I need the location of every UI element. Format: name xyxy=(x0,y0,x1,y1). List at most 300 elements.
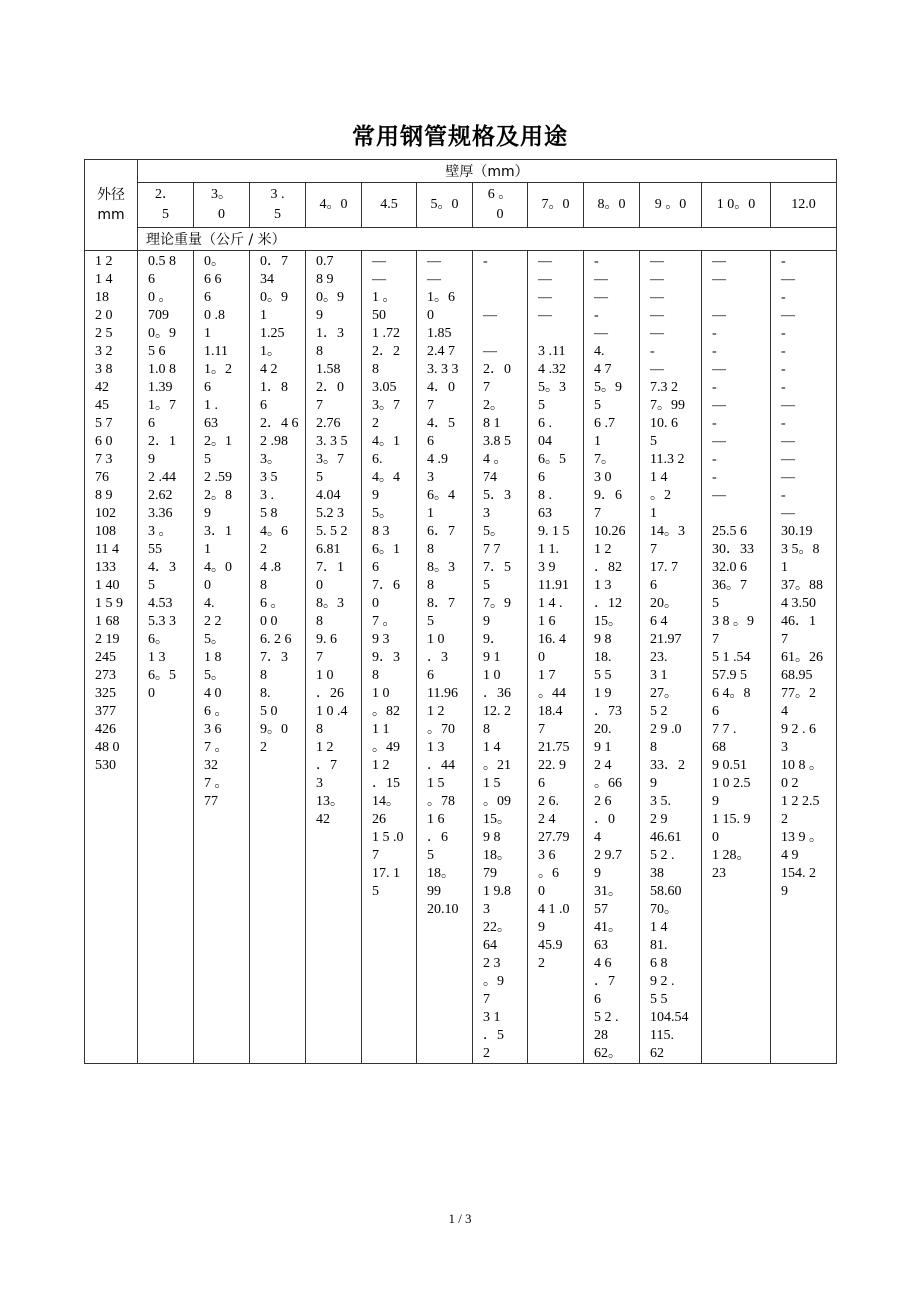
weight-value: 61。26 xyxy=(781,650,823,665)
weight-column xyxy=(306,251,362,1064)
weight-value: 9 1 xyxy=(483,650,501,665)
weight-value: 8．7 xyxy=(427,596,455,611)
weight-value: 20.10 xyxy=(427,902,459,917)
weight-value: 2 .44 xyxy=(148,470,176,485)
weight-value: 7 xyxy=(781,632,788,647)
weight-value: 9 8 xyxy=(594,632,612,647)
weight-value: 68 xyxy=(712,740,726,755)
weight-value: - xyxy=(712,470,717,485)
outer-diameter-value: 42 xyxy=(95,380,109,395)
weight-value: 37。88 xyxy=(781,578,823,593)
outer-diameter-value: 2 0 xyxy=(95,308,113,323)
weight-value: 4。1 xyxy=(372,434,400,449)
weight-value: 。2 xyxy=(650,488,671,503)
weight-value: - xyxy=(781,488,786,503)
weight-column xyxy=(702,251,771,1064)
weight-value: 7 xyxy=(483,992,490,1007)
weight-value: 6 6 xyxy=(204,272,222,287)
weight-value: 1 0 xyxy=(316,668,334,683)
weight-value: 1 5 xyxy=(483,776,501,791)
weight-value: 9 0.51 xyxy=(712,758,747,773)
weight-value: 1 3 xyxy=(427,740,445,755)
weight-value: 30．33 xyxy=(712,542,754,557)
weight-value: 。9 xyxy=(483,974,504,989)
weight-value: - xyxy=(781,416,786,431)
outer-diameter-value: 1 40 xyxy=(95,578,120,593)
weight-value: 。66 xyxy=(594,776,622,791)
weight-value: 7。9 xyxy=(483,596,511,611)
weight-value: - xyxy=(594,308,599,323)
weight-value: 1.58 xyxy=(316,362,341,377)
weight-value: — xyxy=(712,434,726,449)
weight-column xyxy=(473,251,528,1064)
weight-value: 10.26 xyxy=(594,524,626,539)
weight-value: 28 xyxy=(594,1028,608,1043)
weight-value: 1 3 xyxy=(594,578,612,593)
weight-value: 8 xyxy=(260,668,267,683)
weight-value: 63 xyxy=(594,938,608,953)
outer-diameter-value: 133 xyxy=(95,560,116,575)
outer-diameter-value: 377 xyxy=(95,704,116,719)
weight-values xyxy=(473,251,527,1063)
weight-value: 46．1 xyxy=(781,614,816,629)
weight-value: 9．3 xyxy=(372,650,400,665)
wall-thickness-value: 3 . xyxy=(270,187,285,202)
weight-value: ．36 xyxy=(483,686,511,701)
weight-value: 5 1 .54 xyxy=(712,650,751,665)
weight-value: 9 xyxy=(316,308,323,323)
weight-value: 6. xyxy=(372,452,383,467)
weight-value: 62。 xyxy=(594,1046,622,1061)
weight-value: — xyxy=(538,254,552,269)
weight-value: 9 2 . xyxy=(650,974,675,989)
weight-value: 0。9 xyxy=(316,290,344,305)
weight-value: 9 xyxy=(483,614,490,629)
outer-diameter-unit: mm xyxy=(97,207,125,223)
outer-diameter-label: 外径 xyxy=(97,187,125,203)
weight-value: 1 7 xyxy=(538,668,556,683)
wall-thickness-header: 壁厚（mm） xyxy=(138,160,837,183)
weight-value: 31。 xyxy=(594,884,622,899)
weight-value: 0 2 xyxy=(781,776,799,791)
weight-value: 62 xyxy=(650,1046,664,1061)
weight-values xyxy=(306,251,361,829)
weight-value: 8。3 xyxy=(427,560,455,575)
weight-value: 77 xyxy=(204,794,218,809)
weight-value: 。82 xyxy=(372,704,400,719)
weight-value: 3 . xyxy=(260,488,274,503)
weight-value: 9. 1 5 xyxy=(538,524,570,539)
weight-value: 。78 xyxy=(427,794,455,809)
weight-value: 6。 xyxy=(148,632,169,647)
wall-thickness-cell xyxy=(194,183,250,228)
weight-value: 6。5 xyxy=(538,452,566,467)
weight-value: - xyxy=(781,362,786,377)
weight-value: 46.61 xyxy=(650,830,682,845)
weight-value: 1．8 xyxy=(260,380,288,395)
weight-value: 1 。 xyxy=(372,290,397,305)
weight-value: 1．3 xyxy=(316,326,344,341)
wall-thickness-value: 3。 xyxy=(211,187,232,202)
weight-value: 2 .59 xyxy=(204,470,232,485)
weight-value: 23 xyxy=(712,866,726,881)
weight-value: 10 8 。 xyxy=(781,758,823,773)
weight-value: — xyxy=(538,272,552,287)
weight-values xyxy=(138,251,193,703)
weight-value: 5。 xyxy=(204,668,225,683)
weight-value: 58.60 xyxy=(650,884,682,899)
weight-value: 5 5 xyxy=(594,668,612,683)
weight-value: — xyxy=(594,290,608,305)
weight-value: 9。0 xyxy=(260,722,288,737)
weight-value: — xyxy=(594,272,608,287)
weight-value: 11.91 xyxy=(538,578,569,593)
weight-value: 21.97 xyxy=(650,632,682,647)
weight-value: 5 xyxy=(372,884,379,899)
weight-value: 77。2 xyxy=(781,686,816,701)
weight-value: 1 .72 xyxy=(372,326,400,341)
weight-value: 。21 xyxy=(483,758,511,773)
weight-value: 2．0 xyxy=(316,380,344,395)
outer-diameter-value: 3 8 xyxy=(95,362,113,377)
weight-value xyxy=(483,271,525,289)
weight-value: 1 1. xyxy=(538,542,559,557)
weight-value: 3 5 xyxy=(260,470,278,485)
weight-value: 9 2 . 6 xyxy=(781,722,816,737)
weight-value: 2．0 xyxy=(483,362,511,377)
weight-value xyxy=(712,505,768,523)
weight-value: 9． xyxy=(483,632,504,647)
weight-value: 。44 xyxy=(538,686,566,701)
weight-value: - xyxy=(650,344,655,359)
wall-thickness-cell xyxy=(473,183,528,228)
weight-value: — xyxy=(538,308,552,323)
weight-value: 6 xyxy=(260,398,267,413)
wall-thickness-cell xyxy=(138,183,194,228)
weight-value: 5 2 xyxy=(650,704,668,719)
weight-value: 8 3 xyxy=(372,524,390,539)
weight-value: 3 1 xyxy=(483,1010,501,1025)
weight-value: 2。 xyxy=(483,398,504,413)
weight-value: 42 xyxy=(316,812,330,827)
weight-value: 1 xyxy=(204,326,211,341)
weight-value: 7．1 xyxy=(316,560,344,575)
weight-value: 7．5 xyxy=(483,560,511,575)
weight-value: 1 2 xyxy=(372,758,390,773)
weight-value: 13。 xyxy=(316,794,344,809)
outer-diameter-value: 7 3 xyxy=(95,452,113,467)
weight-value: 9 1 xyxy=(594,740,612,755)
weight-value: 104.54 xyxy=(650,1010,689,1025)
weight-value: 6 xyxy=(372,560,379,575)
weight-value: 3 .11 xyxy=(538,344,566,359)
wall-thickness-cell xyxy=(362,183,417,228)
weight-value: 5 xyxy=(483,578,490,593)
outer-diameter-value: 325 xyxy=(95,686,116,701)
weight-value: 3 5。8 xyxy=(781,542,820,557)
weight-value: 7 xyxy=(483,380,490,395)
weight-value: 6 .7 xyxy=(594,416,615,431)
weight-value: 3 0 xyxy=(594,470,612,485)
weight-values xyxy=(702,251,770,883)
weight-value: 1 5 .0 xyxy=(372,830,404,845)
weight-value: 5 xyxy=(538,398,545,413)
weight-value: 0 xyxy=(316,578,323,593)
weight-value: 0。9 xyxy=(260,290,288,305)
weight-value: 9 xyxy=(538,920,545,935)
weight-value: 3 8 。9 xyxy=(712,614,754,629)
weight-value: 4 3.50 xyxy=(781,596,816,611)
weight-value: 6 。 xyxy=(260,596,285,611)
weight-value: - xyxy=(712,452,717,467)
weight-value: 17. 7 xyxy=(650,560,678,575)
weight-value: 4 2 xyxy=(260,362,278,377)
weight-value: 4 .32 xyxy=(538,362,566,377)
weight-value: 9 xyxy=(148,452,155,467)
weight-value: 6 xyxy=(204,290,211,305)
wall-thickness-cell xyxy=(250,183,306,228)
weight-value: 0 xyxy=(148,686,155,701)
weight-value: 6. 2 6 xyxy=(260,632,292,647)
wall-thickness-value: 12.0 xyxy=(791,197,816,212)
outer-diameter-value: 108 xyxy=(95,524,116,539)
weight-value: 7 xyxy=(427,398,434,413)
weight-value: - xyxy=(712,380,717,395)
weight-value: 3 xyxy=(427,470,434,485)
weight-value: 9 xyxy=(204,506,211,521)
weight-value: 17. 1 xyxy=(372,866,400,881)
weight-value: 6 xyxy=(594,992,601,1007)
weight-value: 6。1 xyxy=(372,542,400,557)
weight-values xyxy=(771,251,836,901)
weight-value: — xyxy=(650,326,664,341)
weight-value: 1 15. 9 xyxy=(712,812,751,827)
wall-thickness-cell xyxy=(702,183,771,228)
weight-value: 4．3 xyxy=(148,560,176,575)
weight-value: 2 9 xyxy=(650,812,668,827)
outer-diameter-value: 8 9 xyxy=(95,488,113,503)
weight-value: 6 xyxy=(148,272,155,287)
wall-thickness-value: 4.5 xyxy=(380,197,398,212)
weight-value: 5 2 . xyxy=(650,848,675,863)
outer-diameter-value: 1 5 9 xyxy=(95,596,123,611)
weight-value: 1 4 . xyxy=(538,596,563,611)
weight-value: 14。 xyxy=(372,794,400,809)
weight-value: 57 xyxy=(594,902,608,917)
weight-value: ．44 xyxy=(427,758,455,773)
weight-value: 5.3 3 xyxy=(148,614,176,629)
weight-column xyxy=(138,251,194,1064)
wall-thickness-value: 5 xyxy=(162,207,169,222)
weight-value: 1 4 xyxy=(483,740,501,755)
weight-value: 9 xyxy=(712,794,719,809)
weight-value: 5。9 xyxy=(594,380,622,395)
wall-thickness-value: 7。0 xyxy=(541,197,570,212)
weight-value: 34 xyxy=(260,272,274,287)
weight-value: 6 。 xyxy=(204,704,229,719)
weight-value: 8 xyxy=(427,542,434,557)
weight-value: 32.0 6 xyxy=(712,560,747,575)
weight-value: - xyxy=(712,326,717,341)
weight-value: 1 xyxy=(650,506,657,521)
weight-value: 27。 xyxy=(650,686,678,701)
weight-value: 1 0 2.5 xyxy=(712,776,751,791)
weight-value: 7 。 xyxy=(372,614,397,629)
weight-value: — xyxy=(712,254,726,269)
weight-value: 8 xyxy=(260,578,267,593)
wall-thickness-cell xyxy=(306,183,362,228)
weight-value: 6 4。8 xyxy=(712,686,751,701)
weight-value: 4。0 xyxy=(204,560,232,575)
wall-thickness-value: 6 。 xyxy=(487,187,513,202)
weight-value: 0。9 xyxy=(148,326,176,341)
weight-value: 709 xyxy=(148,308,169,323)
weight-value: 6.81 xyxy=(316,542,341,557)
weight-value: 2。1 xyxy=(204,434,232,449)
weight-value: — xyxy=(650,290,664,305)
wall-thickness-value: 9 。0 xyxy=(654,197,687,212)
weight-value: 4.04 xyxy=(316,488,341,503)
weight-value: 7．6 xyxy=(372,578,400,593)
weight-value: 9 xyxy=(594,866,601,881)
weight-value: 7 xyxy=(316,650,323,665)
weight-value: 99 xyxy=(427,884,441,899)
weight-value: 64 xyxy=(483,938,497,953)
weight-value: - xyxy=(781,254,786,269)
weight-value: 5。 xyxy=(483,524,504,539)
steel-pipe-spec-table xyxy=(84,159,837,1064)
weight-value: 3.8 5 xyxy=(483,434,511,449)
weight-value: 1 9 xyxy=(594,686,612,701)
weight-value: 3 xyxy=(483,506,490,521)
weight-value: 16. 4 xyxy=(538,632,566,647)
weight-value: 5 xyxy=(316,470,323,485)
weight-column xyxy=(194,251,250,1064)
weight-value: 1 2 2.5 xyxy=(781,794,820,809)
weight-value: 3 5. xyxy=(650,794,671,809)
weight-value: 8 xyxy=(483,722,490,737)
weight-value: 7 7 . xyxy=(712,722,737,737)
weight-value: 1。7 xyxy=(148,398,176,413)
weight-value: — xyxy=(781,272,795,287)
weight-value: 1 28。 xyxy=(712,848,751,863)
outer-diameter-value: 1 2 xyxy=(95,254,113,269)
weight-value: 10. 6 xyxy=(650,416,678,431)
weight-value: 23. xyxy=(650,650,668,665)
weight-value: 9 xyxy=(650,776,657,791)
weight-value: 04 xyxy=(538,434,552,449)
weight-value: 2 2 xyxy=(204,614,222,629)
weight-value: 0 xyxy=(538,650,545,665)
weight-value: 7 xyxy=(372,848,379,863)
weight-value: 5.2 3 xyxy=(316,506,344,521)
weight-value: 1.85 xyxy=(427,326,452,341)
weight-value: 2．2 xyxy=(372,344,400,359)
weight-value: 4。4 xyxy=(372,470,400,485)
weight-value: 57.9 5 xyxy=(712,668,747,683)
weight-value: 9．6 xyxy=(594,488,622,503)
weight-value: — xyxy=(538,290,552,305)
weight-value: 4 xyxy=(781,704,788,719)
weight-value: 4 9 xyxy=(781,848,799,863)
weight-value: 4. xyxy=(594,344,605,359)
weight-value: 15。 xyxy=(483,812,511,827)
weight-column xyxy=(528,251,584,1064)
weight-value: 2 6 xyxy=(594,794,612,809)
outer-diameter-value: 245 xyxy=(95,650,116,665)
weight-value: 1 xyxy=(427,506,434,521)
weight-value: 7。 xyxy=(594,452,615,467)
weight-value: 63 xyxy=(204,416,218,431)
weight-value: 9 3 xyxy=(372,632,390,647)
weight-value: — xyxy=(427,272,441,287)
weight-value: 30.19 xyxy=(781,524,813,539)
weight-value: 0 xyxy=(538,884,545,899)
weight-value: — xyxy=(650,254,664,269)
weight-value: 1。6 xyxy=(427,290,455,305)
weight-value: 1 xyxy=(781,560,788,575)
weight-value: 2 9.7 xyxy=(594,848,622,863)
weight-value: 7 7 xyxy=(483,542,501,557)
weight-value: 4。6 xyxy=(260,524,288,539)
weight-value: 5 5 xyxy=(650,992,668,1007)
weight-value: 45.9 xyxy=(538,938,563,953)
weight-value: 4 7 xyxy=(594,362,612,377)
outer-diameter-value: 1 68 xyxy=(95,614,120,629)
weight-value: 5。3 xyxy=(538,380,566,395)
weight-value: 1 2 xyxy=(427,704,445,719)
weight-value: 5 xyxy=(594,398,601,413)
weight-column xyxy=(362,251,417,1064)
weight-value: 2 9 .0 xyxy=(650,722,682,737)
weight-value: — xyxy=(781,398,795,413)
outer-diameter-value: 5 7 xyxy=(95,416,113,431)
weight-value: 115. xyxy=(650,1028,674,1043)
weight-value: 2 xyxy=(260,740,267,755)
weight-value: 4．5 xyxy=(427,416,455,431)
weight-value: 0.7 xyxy=(316,254,334,269)
page-title: 常用钢管规格及用途 xyxy=(352,124,568,150)
weight-value: 7 xyxy=(650,542,657,557)
weight-value: 2.4 7 xyxy=(427,344,455,359)
weight-value: 2 xyxy=(260,542,267,557)
weight-value: 1 0 .4 xyxy=(316,704,348,719)
weight-value: 1 4 xyxy=(650,920,668,935)
weight-value: 5. 5 2 xyxy=(316,524,348,539)
outer-diameter-value: 1 4 xyxy=(95,272,113,287)
weight-value: 8 xyxy=(316,614,323,629)
weight-value: 8 xyxy=(316,722,323,737)
weight-value: — xyxy=(781,470,795,485)
weight-value: 9. 6 xyxy=(316,632,337,647)
weight-value: — xyxy=(427,254,441,269)
weight-value: 3.05 xyxy=(372,380,397,395)
weight-value: 2 6. xyxy=(538,794,559,809)
weight-value: 2.62 xyxy=(148,488,173,503)
weight-value: 6。4 xyxy=(427,488,455,503)
weight-value: 5 6 xyxy=(148,344,166,359)
weight-value: 0．7 xyxy=(260,254,288,269)
weight-value: 6．7 xyxy=(427,524,455,539)
wall-thickness-cell xyxy=(584,183,640,228)
weight-value: 3. 3 3 xyxy=(427,362,459,377)
weight-value: ．5 xyxy=(483,1028,504,1043)
weight-value: 9 xyxy=(781,884,788,899)
weight-value: 8。3 xyxy=(316,596,344,611)
weight-value: 22。 xyxy=(483,920,511,935)
weight-value: 8 9 xyxy=(316,272,334,287)
weight-value: 33．2 xyxy=(650,758,685,773)
